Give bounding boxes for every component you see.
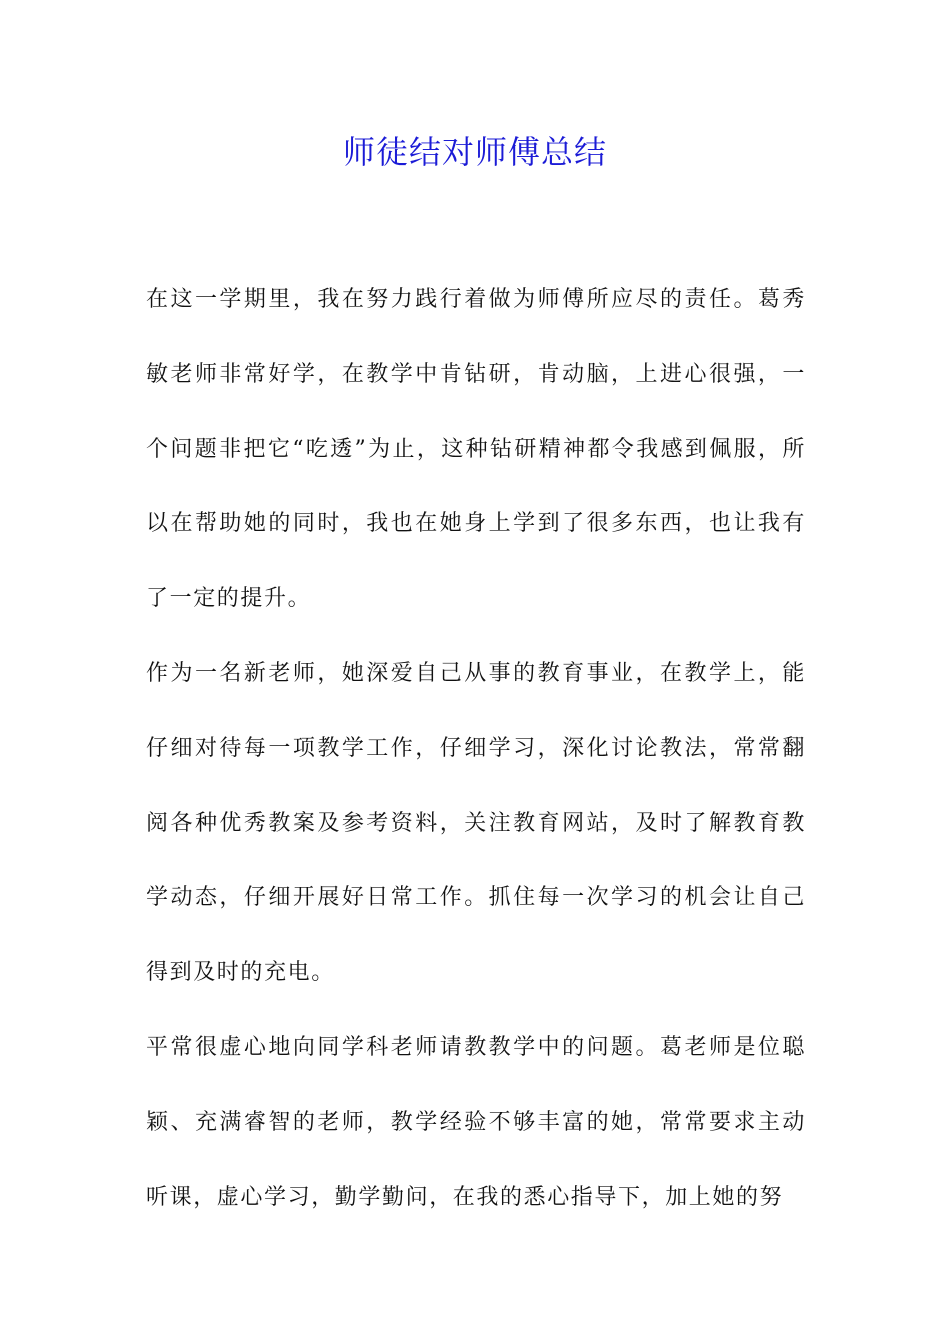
document-title: 师徒结对师傅总结 xyxy=(342,133,607,171)
document-body xyxy=(146,263,806,1235)
paragraph-1: 在这一学期里，我在努力践行着做为师傅所应尽的责任。葛秀敏老师非常好学，在教学中肯钻研，肯动脑，上进心很强，一个问题非把它“吃透”为止，这种钻研精神都令我感到佩服，所以在帮助她的同时，我也在她身上学到了很多东西，也让我有了一定的提升。 xyxy=(146,287,806,612)
paragraph-3: 平常很虚心地向同学科老师请教教学中的问题。葛老师是位聪颖、充满睿智的老师，教学经验不够丰富的她，常常要求主动听课，虚心学习，勤学勤问，在我的悉心指导下，加上她的努 xyxy=(146,1034,806,1210)
paragraph-2: 作为一名新老师，她深爱自己从事的教育事业，在教学上，能仔细对待每一项教学工作，仔细学习，深化讨论教法，常常翻阅各种优秀教案及参考资料，关注教育网站，及时了解教育教学动态，仔细开展好日常工作。抓住每一次学习的机会让自己得到及时的充电。 xyxy=(146,660,806,986)
